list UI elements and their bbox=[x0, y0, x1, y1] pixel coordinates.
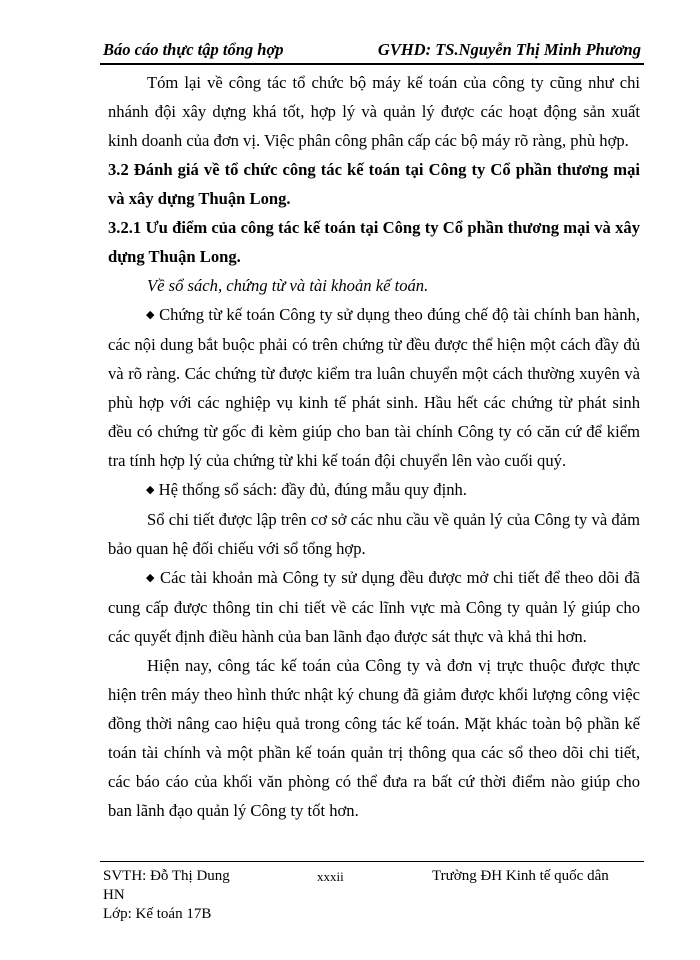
bullet-text: Hệ thống sổ sách: đầy đủ, đúng mẫu quy định. bbox=[158, 480, 467, 499]
paragraph-detail-books: Sổ chi tiết được lập trên cơ sở các nhu cầu về quản lý của Công ty và đảm bảo quan hệ đối chiếu với sổ tổng hợp. bbox=[108, 510, 640, 558]
student-name: SVTH: Đỗ Thị Dung bbox=[103, 868, 230, 884]
report-title: Báo cáo thực tập tổng hợp bbox=[103, 40, 284, 59]
university-name: Trường ĐH Kinh tế quốc dân bbox=[432, 868, 609, 884]
paragraph-current-state: Hiện nay, công tác kế toán của Công ty và đơn vị trực thuộc được thực hiện trên máy theo hình thức nhật ký chung đã giảm được khối lượng công việc đồng thời nâng cao hiệu quả trong công tác kế toán. Mặt khác toàn bộ phần kế toán tài chính và một phần kế toán quản trị thông qua các sổ theo dõi chi tiết, các báo cáo của khối văn phòng có thể đưa ra bất cứ thời điểm nào giúp cho ban lãnh đạo quản lý Công ty tốt hơn. bbox=[108, 656, 640, 820]
header-divider bbox=[100, 63, 644, 65]
footer-divider bbox=[100, 861, 644, 862]
diamond-bullet-icon: ◆ bbox=[146, 484, 155, 496]
page-header bbox=[103, 39, 641, 63]
subheading-documents: Về sổ sách, chứng từ và tài khoản kế toán. bbox=[147, 276, 429, 295]
university-city: HN bbox=[103, 887, 125, 903]
supervisor-name: GVHD: TS.Nguyễn Thị Minh Phương bbox=[377, 40, 641, 59]
student-class: Lớp: Kế toán 17B bbox=[103, 906, 212, 922]
bullet-paragraph-vouchers bbox=[108, 300, 640, 475]
bullet-paragraph-accounts bbox=[108, 563, 640, 651]
diamond-bullet-icon: ◆ bbox=[146, 572, 156, 584]
page-footer bbox=[103, 867, 641, 924]
bullet-text: Các tài khoản mà Công ty sử dụng đều được mở chi tiết để theo dõi đã cung cấp được thông tin chi tiết về các lĩnh vực mà Công ty quản lý giúp cho các quyết định điều hành của ban lãnh đạo được sát thực và khả thi hơn. bbox=[108, 568, 640, 646]
section-heading-3-2-1: 3.2.1 Ưu điểm của công tác kế toán tại Công ty Cổ phần thương mại và xây dựng Thuận Long. bbox=[108, 218, 640, 266]
paragraph-summary: Tóm lại về công tác tổ chức bộ máy kế toán của công ty cũng như chi nhánh đội xây dựng khá tốt, hợp lý và quản lý được các hoạt động sản xuất kinh doanh của đơn vị. Việc phân công phân cấp các bộ máy rõ ràng, phù hợp. bbox=[108, 73, 640, 150]
bullet-text: Chứng từ kế toán Công ty sử dụng theo đúng chế độ tài chính ban hành, các nội dung bắt buộc phải có trên chứng từ đều được thể hiện một cách đầy đủ và rõ ràng. Các chứng từ được kiểm tra luân chuyển một cách thường xuyên và phù hợp với các nghiệp vụ kinh tế phát sinh. Hầu hết các chứng từ phát sinh đều có chứng từ gốc đi kèm giúp cho ban tài chính Công ty có căn cứ để kiểm tra tính hợp lý của chứng từ khi kế toán đội chuyển lên vào cuối quý. bbox=[108, 305, 640, 470]
section-heading-3-2: 3.2 Đánh giá về tổ chức công tác kế toán tại Công ty Cổ phần thương mại và xây dựng Thuận Long. bbox=[108, 160, 640, 208]
document-body bbox=[108, 68, 640, 825]
diamond-bullet-icon: ◆ bbox=[146, 309, 155, 321]
bullet-paragraph-books bbox=[108, 475, 640, 505]
page-number: xxxii bbox=[317, 869, 344, 884]
